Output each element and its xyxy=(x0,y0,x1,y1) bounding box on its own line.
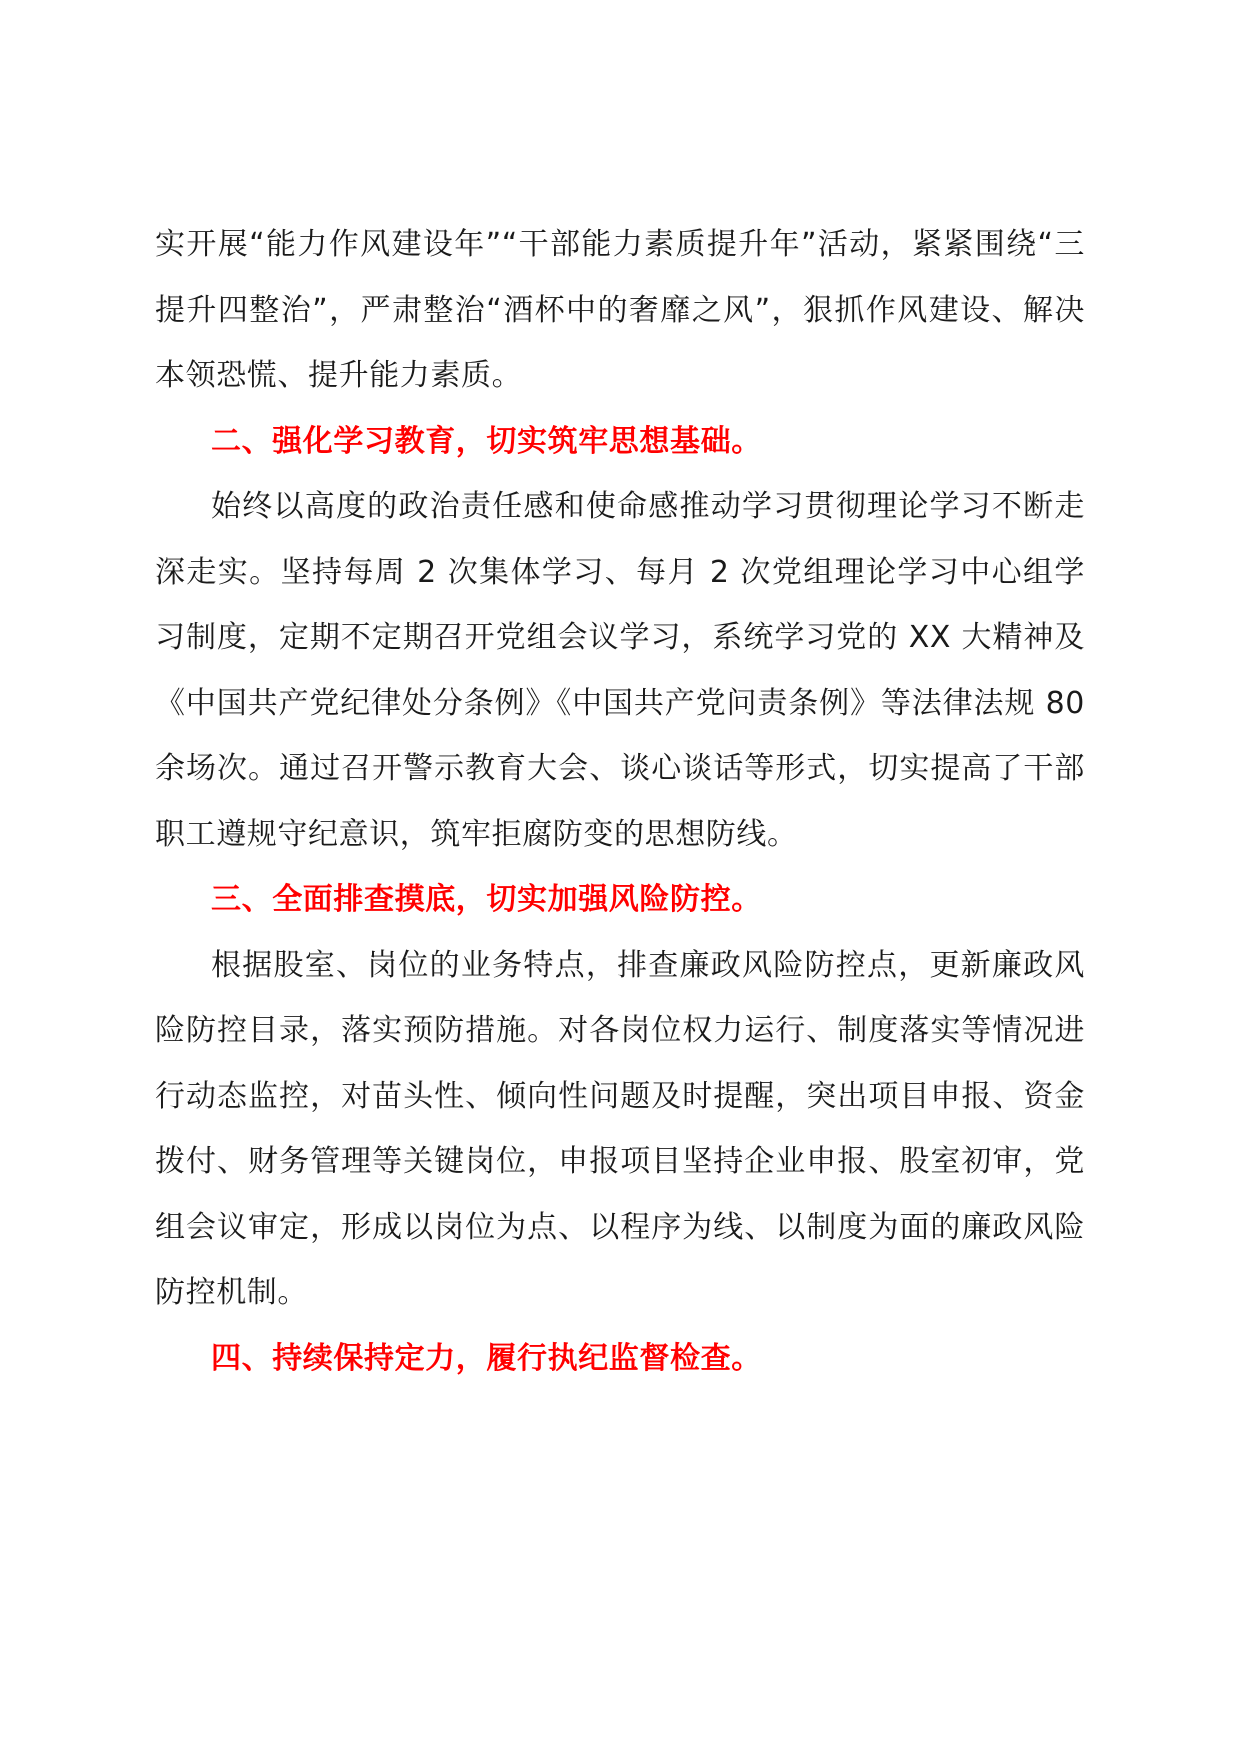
paragraph-study-education: 始终以高度的政治责任感和使命感推动学习贯彻理论学习不断走深走实。坚持每周 2 次集体学习、每月 2 次党组理论学习中心组学习制度，定期不定期召开党组会议学习，系统学习党的 XX 大精神及《中国共产党纪律处分条例》《中国共产党问责条例》等法律法规 80 余场次。通过召开警示教育大会、谈心谈话等形式，切实提高了干部职工遵规守纪意识，筑牢拒腐防变的思想防线。 xyxy=(155,489,1085,852)
document-page xyxy=(155,212,1085,1391)
section-heading-4: 四、持续保持定力，履行执纪监督检查。 xyxy=(211,1340,762,1376)
section-heading-2: 二、强化学习教育，切实筑牢思想基础。 xyxy=(211,423,762,459)
paragraph-risk-control: 根据股室、岗位的业务特点，排查廉政风险防控点，更新廉政风险防控目录，落实预防措施。对各岗位权力运行、制度落实等情况进行动态监控，对苗头性、倾向性问题及时提醒，突出项目申报、资金拨付、财务管理等关键岗位，申报项目坚持企业申报、股室初审，党组会议审定，形成以岗位为点、以程序为线、以制度为面的廉政风险防控机制。 xyxy=(155,947,1085,1310)
paragraph-intro: 实开展“能力作风建设年”“干部能力素质提升年”活动，紧紧围绕“三提升四整治”，严肃整治“酒杯中的奢靡之风”，狠抓作风建设、解决本领恐慌、提升能力素质。 xyxy=(155,227,1085,393)
section-heading-3: 三、全面排查摸底，切实加强风险防控。 xyxy=(211,882,762,917)
